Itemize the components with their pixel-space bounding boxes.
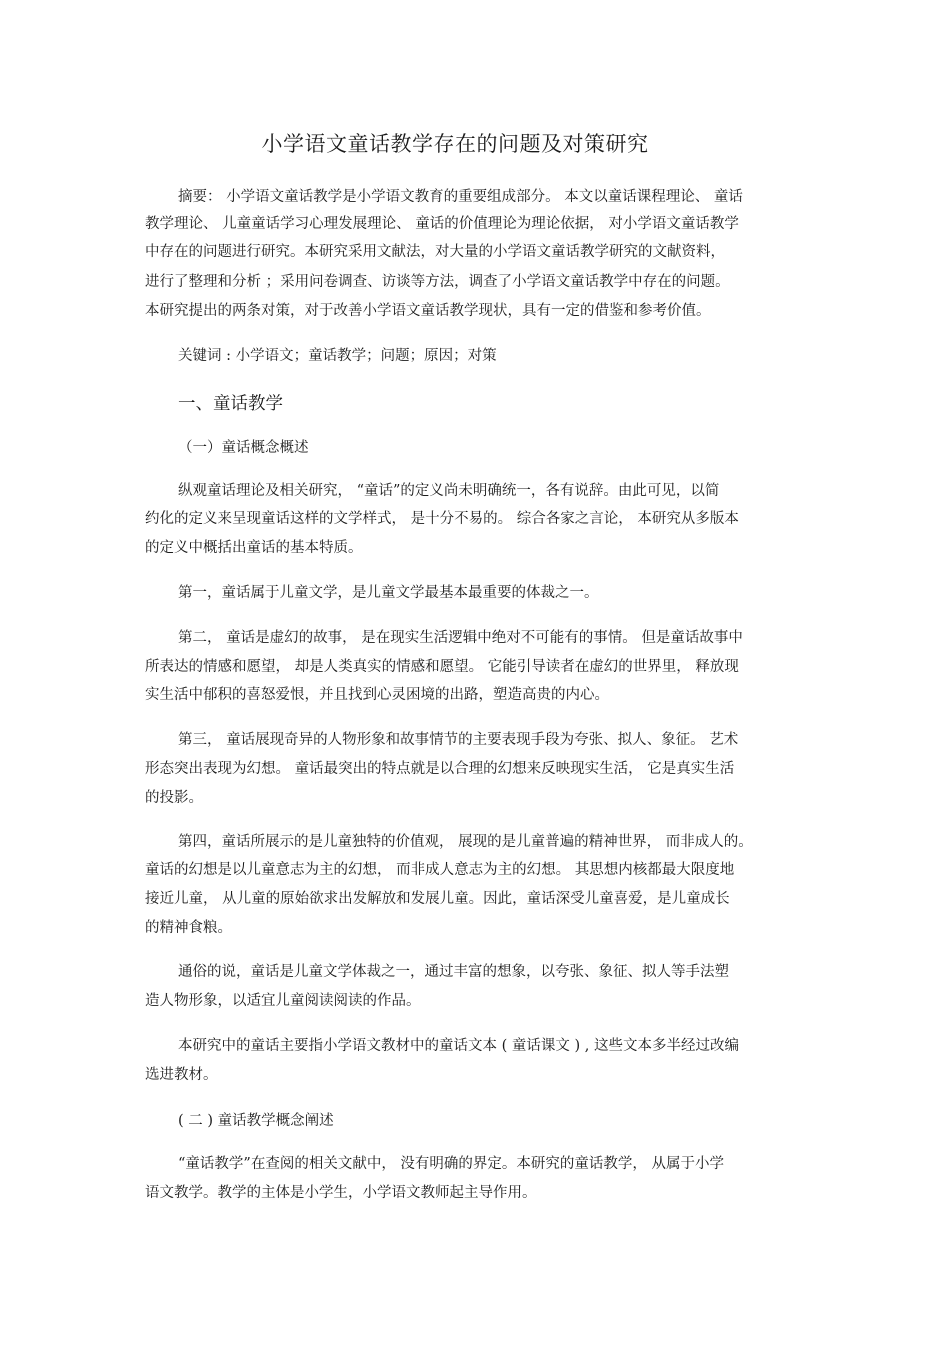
paragraph-8-line-2: 语文教学。教学的主体是小学生，小学语文教师起主导作用。 <box>145 1185 537 1201</box>
paragraph-8-line-1: “童话教学”在查阅的相关文献中， 没有明确的界定。本研究的童话教学， 从属于小学 <box>178 1156 725 1172</box>
paragraph-4-line-3: 的投影。 <box>145 790 203 806</box>
paragraph-3-line-1: 第二， 童话是虚幻的故事， 是在现实生活逻辑中绝对不可能有的事情。 但是童话故事中 <box>178 630 743 646</box>
keywords: 关键词 : 小学语文；童话教学；问题；原因；对策 <box>178 348 497 364</box>
paragraph-2-line-1: 第一，童话属于儿童文学，是儿童文学最基本最重要的体裁之一。 <box>178 585 599 601</box>
section-heading-1: 一、童话教学 <box>178 394 283 414</box>
abstract-line-1: 摘要： 小学语文童话教学是小学语文教育的重要组成部分。 本文以童话课程理论、 童话 <box>178 189 743 205</box>
paragraph-6-line-1: 通俗的说，童话是儿童文学体裁之一，通过丰富的想象，以夸张、象征、拟人等手法塑 <box>178 964 729 980</box>
paragraph-3-line-2: 所表达的情感和愿望， 却是人类真实的情感和愿望。 它能引导读者在虚幻的世界里， 释放现 <box>145 659 739 675</box>
paragraph-1-line-2: 约化的定义来呈现童话这样的文学样式， 是十分不易的。 综合各家之言论， 本研究从多版本 <box>145 511 739 527</box>
paragraph-1-line-1: 纵观童话理论及相关研究， “童话”的定义尚未明确统一，各有说辞。由此可见，以简 <box>178 483 720 499</box>
paragraph-5-line-1: 第四，童话所展示的是儿童独特的价值观， 展现的是儿童普遍的精神世界， 而非成人的。 <box>178 834 753 850</box>
paragraph-5-line-4: 的精神食粮。 <box>145 920 232 936</box>
paragraph-5-line-3: 接近儿童， 从儿童的原始欲求出发解放和发展儿童。因此，童话深受儿童喜爱，是儿童成长 <box>145 891 730 907</box>
paragraph-6-line-2: 造人物形象，以适宜儿童阅读阅读的作品。 <box>145 993 421 1009</box>
paragraph-3-line-3: 实生活中郁积的喜怒爱恨，并且找到心灵困境的出路，塑造高贵的内心。 <box>145 687 609 703</box>
paragraph-5-line-2: 童话的幻想是以儿童意志为主的幻想， 而非成人意志为主的幻想。 其思想内核都最大限度地 <box>145 862 735 878</box>
abstract-line-3: 中存在的问题进行研究。本研究采用文献法，对大量的小学语文童话教学研究的文献资料， <box>145 244 725 260</box>
paragraph-1-line-3: 的定义中概括出童话的基本特质。 <box>145 540 363 556</box>
subsection-heading-1: （一）童话概念概述 <box>178 440 309 456</box>
abstract-line-5: 本研究提出的两条对策，对于改善小学语文童话教学现状，具有一定的借鉴和参考价值。 <box>145 303 711 319</box>
abstract-line-2: 教学理论、 儿童童话学习心理发展理论、 童话的价值理论为理论依据， 对小学语文童话教学 <box>145 216 739 232</box>
paragraph-4-line-2: 形态突出表现为幻想。 童话最突出的特点就是以合理的幻想来反映现实生活， 它是真实生活 <box>145 761 735 777</box>
document-title: 小学语文童话教学存在的问题及对策研究 <box>261 132 649 156</box>
paragraph-7-line-1: 本研究中的童话主要指小学语文教材中的童话文本 ( 童话课文 ) , 这些文本多半经过改编 <box>178 1038 739 1054</box>
paragraph-4-line-1: 第三， 童话展现奇异的人物形象和故事情节的主要表现手段为夸张、拟人、象征。 艺术 <box>178 732 739 748</box>
paragraph-7-line-2: 选进教材。 <box>145 1067 218 1083</box>
subsection-heading-2: ( 二 ) 童话教学概念阐述 <box>178 1113 334 1129</box>
abstract-line-4: 进行了整理和分析 ；采用问卷调查、访谈等方法，调查了小学语文童话教学中存在的问题。 <box>145 274 730 290</box>
